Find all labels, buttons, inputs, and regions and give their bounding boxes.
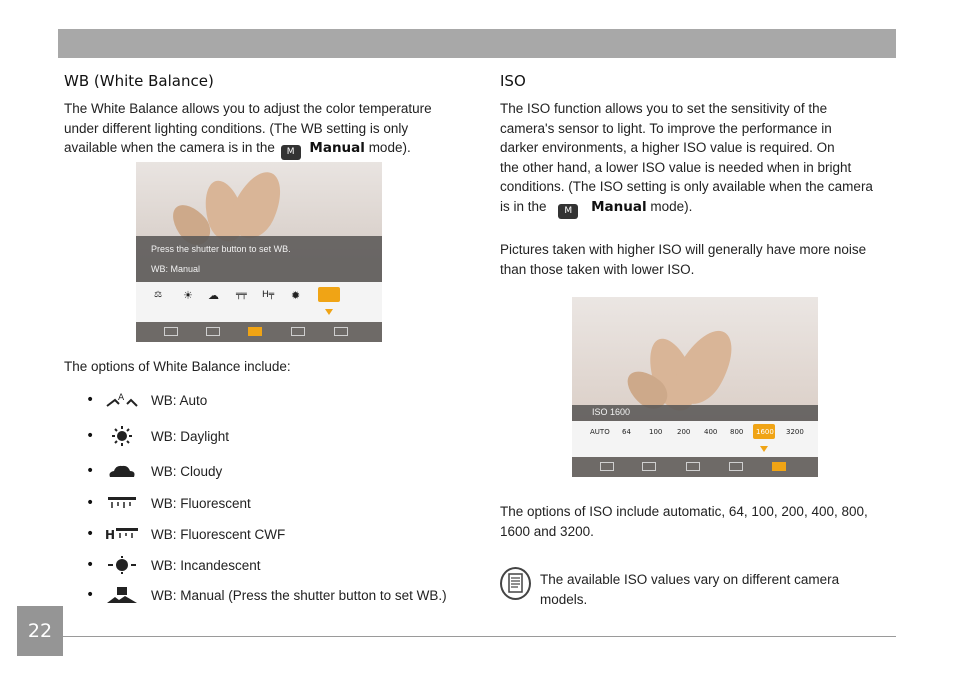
menu-icon xyxy=(600,462,614,471)
wb-message-overlay xyxy=(136,236,382,282)
manual-label: Manual xyxy=(591,198,647,215)
list-item xyxy=(86,389,208,411)
iso-intro-line: conditions. (The ISO setting is only available when the camera xyxy=(500,179,873,194)
note-icon xyxy=(500,567,531,600)
menu-icon xyxy=(291,327,305,336)
wb-fluorescent-icon: ╤╤ xyxy=(236,290,247,300)
iso-3200-icon: 3200 xyxy=(786,428,804,436)
iso-100-icon: 100 xyxy=(649,428,663,436)
bullet: • xyxy=(86,557,95,573)
wb-intro-line xyxy=(64,138,464,160)
iso-200-icon: 200 xyxy=(677,428,691,436)
wb-daylight-icon xyxy=(102,426,142,446)
wb-fluorescent-cwf-icon xyxy=(102,524,142,544)
menu-icon xyxy=(642,462,656,471)
wb-option-label: WB: Cloudy xyxy=(151,463,223,479)
wb-manual-icon-selected xyxy=(318,287,340,302)
footer-rule xyxy=(63,636,896,637)
bullet: • xyxy=(86,463,95,479)
manual-mode-icon: M xyxy=(558,204,578,219)
wb-menu-row xyxy=(136,322,382,342)
header-bar xyxy=(58,29,896,58)
wb-message-line: WB: Manual xyxy=(151,264,201,274)
iso-options-line: The options of ISO include automatic, 64, 100, 200, 400, 800, xyxy=(500,504,868,519)
wb-icon-row xyxy=(136,282,382,322)
iso-intro-line: The ISO function allows you to set the sensitivity of the xyxy=(500,101,828,116)
wb-option-label: WB: Incandescent xyxy=(151,557,261,573)
menu-icon xyxy=(729,462,743,471)
wb-intro xyxy=(64,99,464,160)
menu-icon xyxy=(206,327,220,336)
iso-noise-line: than those taken with lower ISO. xyxy=(500,261,695,277)
iso-menu-row xyxy=(572,457,818,477)
manual-mode-icon: M xyxy=(281,145,301,160)
wb-camera-screen xyxy=(136,162,382,342)
menu-icon xyxy=(686,462,700,471)
manual-label: Manual xyxy=(309,140,365,156)
iso-note-line: The available ISO values vary on different camera xyxy=(540,572,840,587)
iso-message: ISO 1600 xyxy=(592,407,631,417)
iso-noise-note xyxy=(500,240,896,279)
iso-note-line: models. xyxy=(540,591,588,607)
iso-options xyxy=(500,502,896,541)
iso-800-icon: 800 xyxy=(730,428,744,436)
wb-options-intro: The options of White Balance include: xyxy=(64,359,291,374)
menu-icon xyxy=(164,327,178,336)
iso-intro-line: the other hand, a lower ISO value is needed when in bright xyxy=(500,159,852,175)
iso-1600-label: 1600 xyxy=(756,428,774,436)
selection-arrow-icon xyxy=(760,446,768,452)
wb-manual-icon xyxy=(102,585,142,605)
iso-64-icon: 64 xyxy=(622,428,631,436)
list-item xyxy=(86,492,251,514)
wb-incandescent-icon xyxy=(102,555,142,575)
wb-option-label: WB: Fluorescent CWF xyxy=(151,526,286,542)
iso-noise-line: Pictures taken with higher ISO will generally have more noise xyxy=(500,242,867,257)
menu-icon xyxy=(334,327,348,336)
wb-cloudy-icon xyxy=(102,461,142,481)
iso-message-overlay xyxy=(572,405,818,421)
iso-options-line: 1600 and 3200. xyxy=(500,523,594,539)
menu-icon-active xyxy=(772,462,786,471)
wb-daylight-icon: ☀ xyxy=(183,289,193,302)
iso-icon-row xyxy=(572,421,818,457)
iso-note xyxy=(540,570,896,609)
wb-option-label: WB: Manual (Press the shutter button to set WB.) xyxy=(151,587,447,603)
iso-400-icon: 400 xyxy=(704,428,718,436)
bullet: • xyxy=(86,495,95,511)
wb-message-line: Press the shutter button to set WB. xyxy=(151,244,291,254)
page-number: 22 xyxy=(17,606,63,656)
iso-intro-line: camera's sensor to light. To improve the performance in xyxy=(500,120,832,136)
wb-option-label: WB: Daylight xyxy=(151,428,230,444)
bullet: • xyxy=(86,392,95,408)
list-item xyxy=(86,425,230,447)
wb-option-label: WB: Auto xyxy=(151,392,208,408)
wb-incandescent-icon: ✹ xyxy=(291,289,301,302)
text-span: mode). xyxy=(368,140,411,155)
wb-fluorescent-icon xyxy=(102,493,142,513)
selection-arrow-icon xyxy=(325,309,333,315)
wb-auto-icon: ⚖ xyxy=(154,290,163,300)
svg-text:H: H xyxy=(105,528,116,542)
text-span: available when the camera is in the xyxy=(64,140,275,155)
wb-cloudy-icon: ☁ xyxy=(208,289,219,302)
wb-auto-icon xyxy=(102,390,142,410)
list-item xyxy=(86,584,447,606)
svg-text:A: A xyxy=(118,393,125,403)
iso-intro-line: darker environments, a higher ISO value is required. On xyxy=(500,140,835,155)
bullet: • xyxy=(86,526,95,542)
menu-icon-active xyxy=(248,327,262,336)
list-item xyxy=(86,460,223,482)
text-span: is in the xyxy=(500,198,547,214)
wb-intro-line: The White Balance allows you to adjust the color temperature xyxy=(64,101,432,116)
wb-heading: WB (White Balance) xyxy=(64,72,214,90)
text-span: mode). xyxy=(650,198,693,214)
wb-intro-line: under different lighting conditions. (The WB setting is only xyxy=(64,120,409,136)
iso-camera-screen xyxy=(572,297,818,477)
wb-fluorescent-cwf-icon: H╤ xyxy=(262,290,275,300)
bullet: • xyxy=(86,428,95,444)
bullet: • xyxy=(86,587,95,603)
list-item xyxy=(86,523,286,545)
wb-option-label: WB: Fluorescent xyxy=(151,495,251,511)
iso-intro-line xyxy=(500,197,896,219)
iso-heading: ISO xyxy=(500,72,526,90)
list-item xyxy=(86,554,261,576)
iso-intro xyxy=(500,99,896,219)
iso-auto-icon: AUTO xyxy=(590,428,610,436)
